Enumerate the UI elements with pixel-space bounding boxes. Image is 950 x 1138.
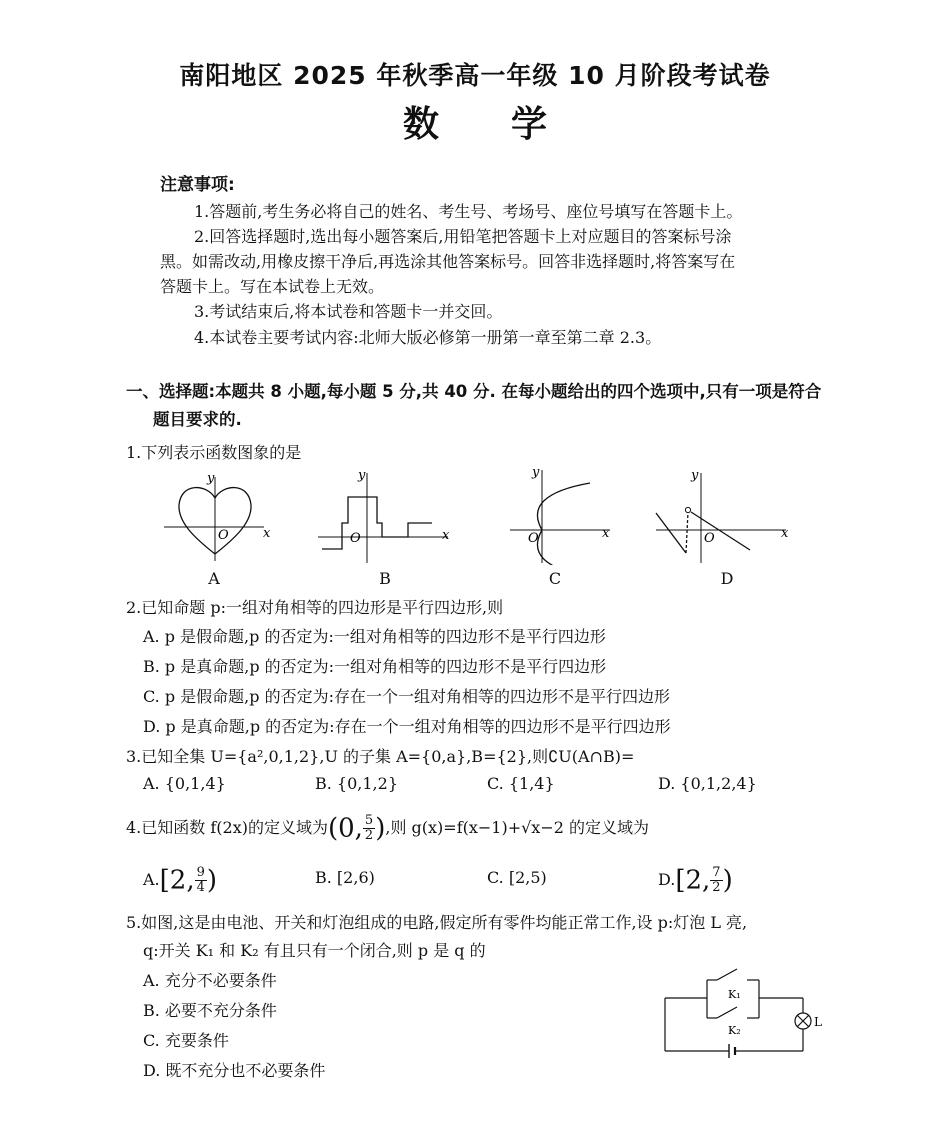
graph-a-x-label: x	[263, 526, 271, 541]
q4-option-d	[658, 860, 733, 900]
notice-line-5: 3.考试结束后,将本试卷和答题卡一并交回。	[194, 302, 503, 321]
q2-option-d: D. p 是真命题,p 的否定为:存在一个一组对角相等的四边形不是平行四边形	[143, 717, 671, 736]
notice-line-3: 黑。如需改动,用橡皮擦干净后,再选涂其他答案标号。回答非选择题时,将答案写在	[160, 252, 736, 271]
q4-option-d-close: )	[722, 865, 733, 896]
q4-option-a-prefix: A.	[143, 870, 160, 889]
q1-label-a: A	[208, 569, 220, 588]
notice-line-6: 4.本试卷主要考试内容:北师大版必修第一册第一章至第二章 2.3。	[194, 328, 662, 347]
q4-stem	[126, 808, 649, 848]
q4-stem-a: 4.已知函数 f(2x)的定义域为	[126, 818, 328, 837]
graph-d-y-label: y	[691, 468, 699, 483]
q4-option-a-fraction	[195, 866, 207, 895]
section-heading-1: 一、选择题:本题共 8 小题,每小题 5 分,共 40 分. 在每小题给出的四个选项中,只有一项是符合	[126, 382, 822, 401]
q1-label-c: C	[548, 569, 562, 588]
q3-option-d: D. {0,1,2,4}	[658, 774, 757, 793]
q4-domain-num: 5	[364, 813, 374, 828]
q4-option-d-den: 2	[712, 880, 721, 895]
graph-c-origin: O	[528, 531, 539, 546]
graph-a	[164, 471, 271, 561]
switch-k1-label: K₁	[728, 988, 741, 1001]
graph-b-y-label: y	[358, 468, 366, 483]
notice-heading: 注意事项:	[160, 175, 235, 195]
graph-b	[318, 468, 450, 563]
subject-title: 数 学	[402, 104, 547, 145]
q4-option-a-num: 9	[196, 865, 205, 880]
q3-option-a: A. {0,1,4}	[143, 774, 226, 793]
q5-option-b: B. 必要不充分条件	[143, 1001, 277, 1020]
q4-option-a	[143, 860, 217, 900]
q1-graphs	[150, 465, 810, 565]
q3-option-c: C. {1,4}	[487, 774, 555, 793]
switch-k2-label: K₂	[728, 1024, 741, 1037]
q4-domain-open: (0,	[327, 813, 363, 844]
q4-option-c: C. [2,5)	[487, 868, 547, 887]
switch-k2	[717, 1007, 737, 1018]
graph-b-origin: O	[350, 531, 361, 546]
q4-option-a-den: 4	[196, 880, 205, 895]
q4-option-a-close: )	[206, 865, 218, 896]
lamp-label: L	[814, 1015, 822, 1029]
section-heading-2: 题目要求的.	[153, 410, 242, 429]
q1-stem: 1.下列表示函数图象的是	[126, 443, 302, 462]
q4-domain-den: 2	[364, 828, 374, 843]
q4-stem-b: ,则 g(x)=f(x−1)+√x−2 的定义域为	[385, 818, 650, 837]
q4-domain-close: )	[375, 813, 386, 844]
notice-line-4: 答题卡上。写在本试卷上无效。	[160, 277, 385, 296]
switch-k1	[717, 969, 737, 980]
graph-d	[656, 468, 789, 563]
graph-d-origin: O	[704, 531, 715, 546]
q3-stem: 3.已知全集 U={a²,0,1,2},U 的子集 A={0,a},B={2},则∁U(A∩B)=	[126, 747, 635, 766]
notice-line-1: 1.答题前,考生务必将自己的姓名、考生号、考场号、座位号填写在答题卡上。	[194, 202, 743, 221]
q3-option-b: B. {0,1,2}	[315, 774, 398, 793]
graph-a-y-label: y	[207, 471, 215, 486]
graph-a-origin: O	[218, 528, 229, 543]
q2-option-c: C. p 是假命题,p 的否定为:存在一个一组对角相等的四边形不是平行四边形	[143, 687, 670, 706]
q4-option-b: B. [2,6)	[315, 868, 375, 887]
q4-option-a-open: [2,	[159, 865, 195, 896]
q4-option-d-prefix: D.	[658, 870, 676, 889]
graph-c	[510, 465, 610, 565]
q5-circuit-diagram	[655, 968, 835, 1063]
q5-option-d: D. 既不充分也不必要条件	[143, 1061, 326, 1080]
q4-option-d-open: [2,	[675, 865, 711, 896]
q2-option-b: B. p 是真命题,p 的否定为:一组对角相等的四边形不是平行四边形	[143, 657, 607, 676]
q1-label-b: B	[379, 569, 391, 588]
graph-d-x-label: x	[781, 526, 789, 541]
q1-label-d: D	[720, 569, 734, 588]
q4-domain-fraction	[363, 814, 375, 843]
q2-stem: 2.已知命题 p:一组对角相等的四边形是平行四边形,则	[126, 598, 504, 617]
q4-option-d-fraction	[710, 866, 722, 895]
q4-option-d-num: 7	[712, 865, 721, 880]
exam-title: 南阳地区 2025 年秋季高一年级 10 月阶段考试卷	[179, 61, 771, 90]
q2-option-a: A. p 是假命题,p 的否定为:一组对角相等的四边形不是平行四边形	[143, 627, 606, 646]
q5-option-a: A. 充分不必要条件	[143, 971, 277, 990]
graph-c-x-label: x	[602, 526, 610, 541]
q5-stem-line-1: 5.如图,这是由电池、开关和灯泡组成的电路,假定所有零件均能正常工作,设 p:灯泡 L 亮,	[126, 913, 748, 932]
notice-line-2: 2.回答选择题时,选出每小题答案后,用铅笔把答题卡上对应题目的答案标号涂	[194, 227, 732, 246]
graph-b-x-label: x	[442, 528, 450, 543]
q5-stem-line-2: q:开关 K₁ 和 K₂ 有且只有一个闭合,则 p 是 q 的	[143, 941, 486, 960]
graph-c-y-label: y	[532, 465, 540, 480]
q5-option-c: C. 充要条件	[143, 1031, 229, 1050]
